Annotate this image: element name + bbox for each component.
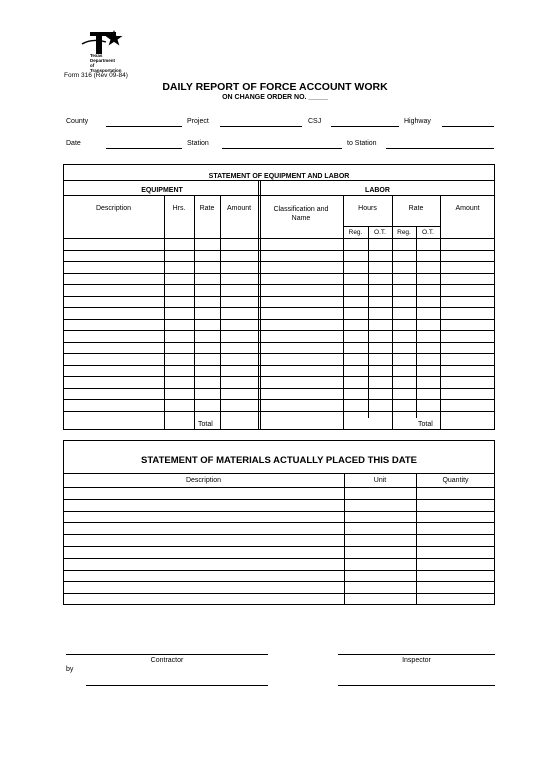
table-row[interactable]: [63, 534, 495, 535]
table-row[interactable]: [63, 319, 495, 320]
table-row[interactable]: [63, 342, 495, 343]
table-row[interactable]: [63, 593, 495, 594]
materials-col-unit: Unit: [373, 477, 387, 484]
table-row[interactable]: [63, 558, 495, 559]
table-row[interactable]: [63, 570, 495, 571]
contractor-label: Contractor: [150, 657, 184, 664]
labor-col-hours: Hours: [358, 205, 377, 212]
county-field[interactable]: [106, 126, 182, 127]
table-row[interactable]: [63, 353, 495, 354]
table-row[interactable]: [63, 522, 495, 523]
rate-reg: Reg.: [397, 229, 411, 236]
table-row[interactable]: [63, 581, 495, 582]
inspector-by-line[interactable]: [338, 685, 495, 686]
csj-label: CSJ: [308, 118, 322, 125]
table-row[interactable]: [63, 399, 495, 400]
agency-line-3: of Transportation: [90, 63, 122, 73]
table-row[interactable]: [63, 296, 495, 297]
table-row[interactable]: [63, 376, 495, 377]
table-row[interactable]: [63, 284, 495, 285]
equipment-labor-title: STATEMENT OF EQUIPMENT AND LABOR: [208, 173, 350, 180]
equipment-labor-section: [63, 164, 495, 430]
agency-line-2: Department: [90, 58, 116, 63]
table-row[interactable]: [63, 273, 495, 274]
agency-line-1: Texas: [90, 53, 103, 58]
project-field[interactable]: [220, 126, 302, 127]
table-row[interactable]: [63, 499, 495, 500]
to-station-field[interactable]: [386, 148, 494, 149]
date-field[interactable]: [106, 148, 182, 149]
county-label: County: [66, 118, 89, 125]
table-row[interactable]: [63, 546, 495, 547]
by-label: by: [66, 666, 74, 673]
inspector-label: Inspector: [402, 657, 431, 664]
highway-field[interactable]: [442, 126, 494, 127]
station-label: Station: [187, 140, 209, 147]
contractor-signature-line[interactable]: [66, 654, 268, 655]
contractor-by-line[interactable]: [86, 685, 268, 686]
eq-col-amount: Amount: [226, 205, 252, 212]
eq-col-rate: Rate: [199, 205, 215, 212]
labor-total-label: Total: [418, 421, 433, 428]
equipment-total-label: Total: [198, 421, 213, 428]
table-row[interactable]: [63, 511, 495, 512]
materials-col-quantity: Quantity: [442, 477, 469, 484]
rate-ot: O.T.: [422, 229, 434, 236]
table-row[interactable]: [63, 238, 495, 239]
labor-heading: LABOR: [365, 187, 390, 194]
materials-col-description: Description: [185, 477, 221, 484]
hours-reg: Reg.: [348, 229, 363, 236]
materials-title: STATEMENT OF MATERIALS ACTUALLY PLACED THIS DATE: [140, 455, 418, 466]
hours-ot: O.T.: [374, 229, 386, 236]
labor-col-amount: Amount: [455, 205, 480, 212]
page-subtitle: ON CHANGE ORDER NO. _____: [222, 94, 328, 101]
labor-col-classification: Classification and Name: [273, 206, 329, 222]
form-number: Form 316 (Rev 09-84): [64, 72, 128, 79]
table-row[interactable]: [63, 411, 495, 412]
table-row[interactable]: [63, 250, 495, 251]
equipment-heading: EQUIPMENT: [141, 187, 183, 194]
table-row[interactable]: [63, 388, 495, 389]
eq-col-description: Description: [95, 205, 131, 212]
txdot-logo: [76, 30, 126, 72]
highway-label: Highway: [404, 118, 431, 125]
page-title: DAILY REPORT OF FORCE ACCOUNT WORK: [162, 81, 388, 93]
inspector-signature-line[interactable]: [338, 654, 495, 655]
station-field[interactable]: [222, 148, 342, 149]
table-row[interactable]: [63, 365, 495, 366]
table-row[interactable]: [63, 261, 495, 262]
to-station-label: to Station: [347, 140, 377, 147]
labor-col-rate: Rate: [408, 205, 424, 212]
date-label: Date: [66, 140, 81, 147]
eq-col-hrs: Hrs.: [172, 205, 186, 212]
table-row[interactable]: [63, 330, 495, 331]
csj-field[interactable]: [331, 126, 399, 127]
table-row[interactable]: [63, 487, 495, 488]
project-label: Project: [187, 118, 209, 125]
table-row[interactable]: [63, 307, 495, 308]
